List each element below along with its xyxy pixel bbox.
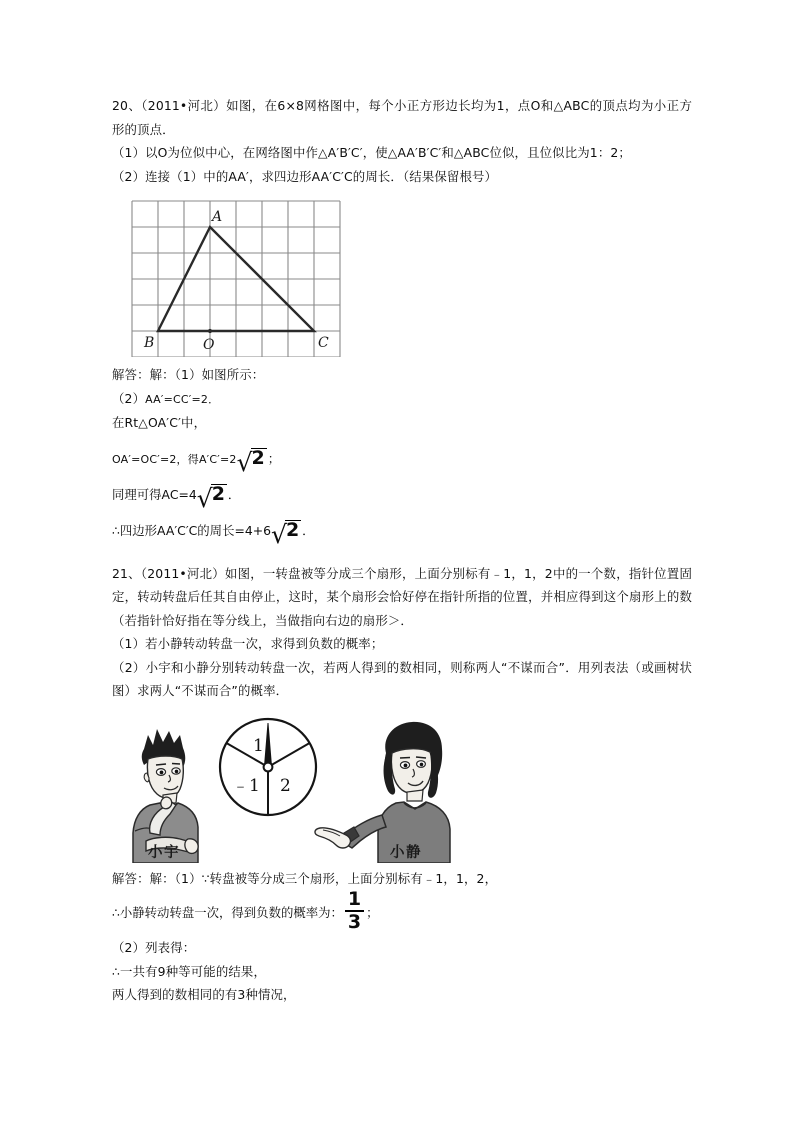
girl-neck <box>407 790 423 801</box>
boy-brow-left <box>156 764 166 765</box>
girl-face <box>391 748 432 793</box>
problem-20-solution <box>112 363 692 550</box>
grid-lines <box>132 201 340 357</box>
radicand: 2 <box>251 446 265 469</box>
boy-pupil-left <box>160 770 164 774</box>
solution-20-line-5 <box>112 478 692 514</box>
solution-20-line-4 <box>112 442 692 478</box>
grid-triangle-svg <box>122 197 352 357</box>
vertex-label-b: B <box>144 335 155 351</box>
solution-20-line-4-pre: OA′=OC′=2，得A′C′=2 <box>112 452 237 466</box>
girl-pupil-left <box>404 763 408 767</box>
solution-20-line-2-label: （2） <box>112 390 146 406</box>
solution-21-line-2-pre: ∴小静转动转盘一次，得到负数的概率为： <box>112 905 343 920</box>
girl-open-palm <box>315 827 350 847</box>
solution-20-line-4-post: ； <box>267 450 281 466</box>
boy-face <box>147 756 183 798</box>
spinner-and-students-illustration <box>120 715 465 863</box>
point-o-marker <box>208 329 212 333</box>
grid-triangle-figure <box>122 197 352 357</box>
fraction-denominator: 3 <box>347 911 362 933</box>
vertex-label-a: A <box>212 209 223 225</box>
boy-pupil-right <box>175 769 179 773</box>
solution-20-line-6 <box>112 514 692 550</box>
solution-20-line-2 <box>112 387 692 412</box>
solution-21-line-3: （2）列表得： <box>112 940 196 955</box>
problem-21-line-3: （2）小宇和小静分别转动转盘一次，若两人得到的数相同，则称两人“不谋而合”．用列表法（或画树状图）求两人“不谋而合”的概率． <box>112 659 692 698</box>
radical-symbol: √ <box>236 447 253 477</box>
girl-name-label: 小静 <box>390 844 422 861</box>
point-label-o: O <box>203 337 215 353</box>
problem-20-block <box>112 94 692 188</box>
solution-21-line-4: ∴一共有9种等可能的结果， <box>112 963 267 979</box>
solution-21-line-2 <box>112 890 692 936</box>
radical-root-2-b <box>197 480 227 514</box>
fraction-numerator: 1 <box>347 888 362 911</box>
fraction-one-third <box>345 890 364 932</box>
boy-brow-right <box>172 763 180 764</box>
solution-20-line-5-pre: 同理可得AC=4 <box>112 486 197 502</box>
boy-fist <box>185 838 198 853</box>
problem-21-solution <box>112 867 692 1007</box>
vertex-label-c: C <box>318 335 329 351</box>
problem-20-line-1: 20、（2011•河北）如图，在6×8网格图中，每个小正方形边长均为1，点O和△ABC的顶点均为小正方形的顶点． <box>112 98 692 137</box>
spinner-label-2: 2 <box>280 775 291 796</box>
solution-20-line-5-post: ． <box>227 486 241 502</box>
solution-20-line-6-post: ． <box>302 522 315 538</box>
problem-21-line-2: （1）若小静转动转盘一次，求得到负数的概率； <box>112 636 384 651</box>
radical-root-2-c <box>271 516 301 550</box>
radical-symbol: √ <box>271 519 287 549</box>
solution-21-head: 解答：解：（1）∵转盘被等分成三个扇形，上面分别标有﹣1，1，2， <box>112 870 498 886</box>
problem-21-block <box>112 562 692 703</box>
solution-21-line-5: 两人得到的数相同的有3种情况， <box>112 987 296 1002</box>
solution-20-line-3: 在Rt△OA′C′中， <box>112 415 207 430</box>
page-content <box>112 94 692 1007</box>
solution-20-line-2-text: AA′=CC′=2． <box>145 392 220 406</box>
solution-20-line-6-pre: ∴四边形AA′C′C的周长=4+6 <box>112 522 271 538</box>
solution-21-line-2-post: ； <box>366 905 379 920</box>
radicand: 2 <box>285 518 300 541</box>
problem-20-line-3: （2）连接（1）中的AA′，求四边形AA′C′C的周长．（结果保留根号） <box>112 168 498 184</box>
spinner[interactable] <box>220 719 316 815</box>
spinner-label-1: 1 <box>253 735 264 756</box>
problem-21-line-1: 21、（2011•河北）如图，一转盘被等分成三个扇形，上面分别标有﹣1，1，2中的一个数，指针位置固定，转动转盘后任其自由停止，这时，某个扇形会恰好停在指针所指的位置，并相应得到这个扇形上的数（若指针恰好指在等分线上，当做指向右边的扇形＞． <box>112 565 692 628</box>
boy-hand-on-chin <box>161 797 172 809</box>
radical-root-2-a <box>237 444 267 478</box>
radical-symbol: √ <box>196 483 213 513</box>
problem-20-line-2: （1）以O为位似中心，在网络图中作△A′B′C′，使△AA′B′C′和△ABC位似，且位似比为1：2； <box>112 145 631 160</box>
girl-pupil-right <box>420 762 424 766</box>
radicand: 2 <box>211 482 225 505</box>
girl-brow-left <box>400 757 410 758</box>
solution-20-head: 解答：解：（1）如图所示： <box>112 367 265 382</box>
girl-brow-right <box>416 757 426 758</box>
spinner-hub <box>264 762 273 771</box>
girl-figure <box>315 721 450 862</box>
boy-name-label: 小宇 <box>148 844 180 861</box>
spinner-label-negative-1: ﹣1 <box>232 775 260 796</box>
